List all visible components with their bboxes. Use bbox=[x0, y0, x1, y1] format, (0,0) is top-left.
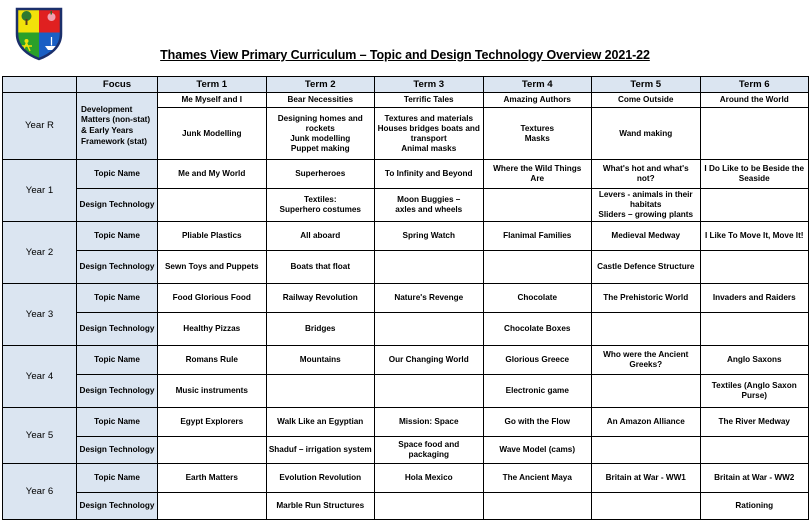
focus-design-technology: Design Technology bbox=[77, 493, 158, 520]
topic-cell-term-5: What's hot and what's not? bbox=[592, 160, 701, 189]
topic-cell-term-6: Anglo Saxons bbox=[700, 346, 809, 375]
topic-cell-term-1: Romans Rule bbox=[158, 346, 267, 375]
design-technology-cell-term-5: Castle Defence Structure bbox=[592, 251, 701, 284]
design-technology-cell-term-6 bbox=[700, 189, 809, 222]
topic-cell-term-4: The Ancient Maya bbox=[483, 464, 592, 493]
year-label-year-5: Year 5 bbox=[3, 408, 77, 464]
topic-cell-term-3: Our Changing World bbox=[375, 346, 484, 375]
design-technology-cell-term-2: Designing homes and rockets Junk modelling Puppet making bbox=[266, 108, 375, 160]
topic-cell-term-4: Glorious Greece bbox=[483, 346, 592, 375]
design-technology-cell-term-4: Textures Masks bbox=[483, 108, 592, 160]
table-row bbox=[3, 93, 809, 108]
design-technology-cell-term-4: Wave Model (cams) bbox=[483, 437, 592, 464]
topic-cell-term-6: Britain at War - WW2 bbox=[700, 464, 809, 493]
page-title: Thames View Primary Curriculum – Topic and Design Technology Overview 2021-22 bbox=[160, 48, 650, 62]
design-technology-cell-term-5 bbox=[592, 313, 701, 346]
design-technology-cell-term-2: Marble Run Structures bbox=[266, 493, 375, 520]
topic-cell-term-2: Superheroes bbox=[266, 160, 375, 189]
design-technology-cell-term-1 bbox=[158, 493, 267, 520]
design-technology-cell-term-5 bbox=[592, 493, 701, 520]
column-header-term-6: Term 6 bbox=[700, 77, 809, 93]
design-technology-cell-term-2: Shaduf – irrigation system bbox=[266, 437, 375, 464]
topic-cell-term-3: Spring Watch bbox=[375, 222, 484, 251]
design-technology-cell-term-3 bbox=[375, 375, 484, 408]
focus-topic-name: Topic Name bbox=[77, 160, 158, 189]
topic-cell-term-3: Mission: Space bbox=[375, 408, 484, 437]
header-row bbox=[3, 77, 809, 93]
design-technology-cell-term-5: Wand making bbox=[592, 108, 701, 160]
focus-design-technology: Design Technology bbox=[77, 313, 158, 346]
year-label-year-1: Year 1 bbox=[3, 160, 77, 222]
topic-cell-term-1: Pliable Plastics bbox=[158, 222, 267, 251]
topic-cell-term-5: Medieval Medway bbox=[592, 222, 701, 251]
table-row bbox=[3, 222, 809, 251]
year-label-year-2: Year 2 bbox=[3, 222, 77, 284]
topic-cell-term-5: Who were the Ancient Greeks? bbox=[592, 346, 701, 375]
topic-cell-term-6: The River Medway bbox=[700, 408, 809, 437]
design-technology-cell-term-5: Levers - animals in their habitats Sliders – growing plants bbox=[592, 189, 701, 222]
corner-cell bbox=[3, 77, 77, 93]
topic-cell-term-3: To Infinity and Beyond bbox=[375, 160, 484, 189]
topic-cell-term-6: I Do Like to be Beside the Seaside bbox=[700, 160, 809, 189]
topic-cell-term-2: Evolution Revolution bbox=[266, 464, 375, 493]
topic-cell-term-3: Terrific Tales bbox=[375, 93, 484, 108]
topic-cell-term-1: Earth Matters bbox=[158, 464, 267, 493]
topic-cell-term-3: Hola Mexico bbox=[375, 464, 484, 493]
page-header bbox=[0, 0, 810, 76]
design-technology-cell-term-3: Moon Buggies – axles and wheels bbox=[375, 189, 484, 222]
topic-cell-term-2: Mountains bbox=[266, 346, 375, 375]
topic-cell-term-6: I Like To Move It, Move It! bbox=[700, 222, 809, 251]
table-row bbox=[3, 437, 809, 464]
design-technology-cell-term-6 bbox=[700, 437, 809, 464]
column-header-term-3: Term 3 bbox=[375, 77, 484, 93]
design-technology-cell-term-1: Junk Modelling bbox=[158, 108, 267, 160]
focus-topic-name: Topic Name bbox=[77, 346, 158, 375]
design-technology-cell-term-4 bbox=[483, 251, 592, 284]
design-technology-cell-term-2: Boats that float bbox=[266, 251, 375, 284]
focus-topic-name: Topic Name bbox=[77, 464, 158, 493]
focus-design-technology: Design Technology bbox=[77, 251, 158, 284]
topic-cell-term-4: Chocolate bbox=[483, 284, 592, 313]
design-technology-cell-term-6: Rationing bbox=[700, 493, 809, 520]
table-row bbox=[3, 346, 809, 375]
focus-topic-name: Topic Name bbox=[77, 408, 158, 437]
design-technology-cell-term-6 bbox=[700, 108, 809, 160]
topic-cell-term-3: Nature's Revenge bbox=[375, 284, 484, 313]
design-technology-cell-term-1: Sewn Toys and Puppets bbox=[158, 251, 267, 284]
column-header-term-4: Term 4 bbox=[483, 77, 592, 93]
topic-cell-term-1: Food Glorious Food bbox=[158, 284, 267, 313]
table-row bbox=[3, 160, 809, 189]
design-technology-cell-term-2: Textiles: Superhero costumes bbox=[266, 189, 375, 222]
topic-cell-term-2: Bear Necessities bbox=[266, 93, 375, 108]
year-label-year-6: Year 6 bbox=[3, 464, 77, 520]
topic-cell-term-5: An Amazon Alliance bbox=[592, 408, 701, 437]
design-technology-cell-term-4: Electronic game bbox=[483, 375, 592, 408]
design-technology-cell-term-1 bbox=[158, 189, 267, 222]
year-label-year-4: Year 4 bbox=[3, 346, 77, 408]
design-technology-cell-term-4 bbox=[483, 189, 592, 222]
table-row bbox=[3, 408, 809, 437]
design-technology-cell-term-5 bbox=[592, 375, 701, 408]
topic-cell-term-2: Walk Like an Egyptian bbox=[266, 408, 375, 437]
design-technology-cell-term-1: Music instruments bbox=[158, 375, 267, 408]
topic-cell-term-5: Britain at War - WW1 bbox=[592, 464, 701, 493]
design-technology-cell-term-4: Chocolate Boxes bbox=[483, 313, 592, 346]
topic-cell-term-6: Invaders and Raiders bbox=[700, 284, 809, 313]
design-technology-cell-term-5 bbox=[592, 437, 701, 464]
table-body bbox=[3, 93, 809, 520]
design-technology-cell-term-1 bbox=[158, 437, 267, 464]
design-technology-cell-term-3 bbox=[375, 493, 484, 520]
design-technology-cell-term-1: Healthy Pizzas bbox=[158, 313, 267, 346]
topic-cell-term-4: Amazing Authors bbox=[483, 93, 592, 108]
design-technology-cell-term-2 bbox=[266, 375, 375, 408]
focus-development-matters: Development Matters (non-stat) & Early Years Framework (stat) bbox=[77, 93, 158, 160]
topic-cell-term-1: Egypt Explorers bbox=[158, 408, 267, 437]
design-technology-cell-term-3: Textures and materials Houses bridges boats and transport Animal masks bbox=[375, 108, 484, 160]
design-technology-cell-term-4 bbox=[483, 493, 592, 520]
topic-cell-term-6: Around the World bbox=[700, 93, 809, 108]
design-technology-cell-term-3: Space food and packaging bbox=[375, 437, 484, 464]
table-row bbox=[3, 251, 809, 284]
column-header-term-1: Term 1 bbox=[158, 77, 267, 93]
topic-cell-term-5: Come Outside bbox=[592, 93, 701, 108]
design-technology-cell-term-6: Textiles (Anglo Saxon Purse) bbox=[700, 375, 809, 408]
table-row bbox=[3, 189, 809, 222]
topic-cell-term-1: Me and My World bbox=[158, 160, 267, 189]
topic-cell-term-5: The Prehistoric World bbox=[592, 284, 701, 313]
year-label-year-3: Year 3 bbox=[3, 284, 77, 346]
design-technology-cell-term-3 bbox=[375, 251, 484, 284]
focus-design-technology: Design Technology bbox=[77, 189, 158, 222]
focus-topic-name: Topic Name bbox=[77, 222, 158, 251]
table-row bbox=[3, 284, 809, 313]
topic-cell-term-2: Railway Revolution bbox=[266, 284, 375, 313]
topic-cell-term-2: All aboard bbox=[266, 222, 375, 251]
topic-cell-term-4: Where the Wild Things Are bbox=[483, 160, 592, 189]
topic-cell-term-4: Go with the Flow bbox=[483, 408, 592, 437]
year-label-year-r: Year R bbox=[3, 93, 77, 160]
table-row bbox=[3, 493, 809, 520]
table-row bbox=[3, 464, 809, 493]
column-header-focus: Focus bbox=[77, 77, 158, 93]
column-header-term-5: Term 5 bbox=[592, 77, 701, 93]
focus-topic-name: Topic Name bbox=[77, 284, 158, 313]
table-header bbox=[3, 77, 809, 93]
focus-design-technology: Design Technology bbox=[77, 375, 158, 408]
topic-cell-term-4: Flanimal Families bbox=[483, 222, 592, 251]
focus-design-technology: Design Technology bbox=[77, 437, 158, 464]
design-technology-cell-term-6 bbox=[700, 251, 809, 284]
curriculum-overview-table bbox=[2, 76, 809, 520]
topic-cell-term-1: Me Myself and I bbox=[158, 93, 267, 108]
table-row bbox=[3, 375, 809, 408]
design-technology-cell-term-6 bbox=[700, 313, 809, 346]
column-header-term-2: Term 2 bbox=[266, 77, 375, 93]
design-technology-cell-term-2: Bridges bbox=[266, 313, 375, 346]
table-row bbox=[3, 313, 809, 346]
design-technology-cell-term-3 bbox=[375, 313, 484, 346]
